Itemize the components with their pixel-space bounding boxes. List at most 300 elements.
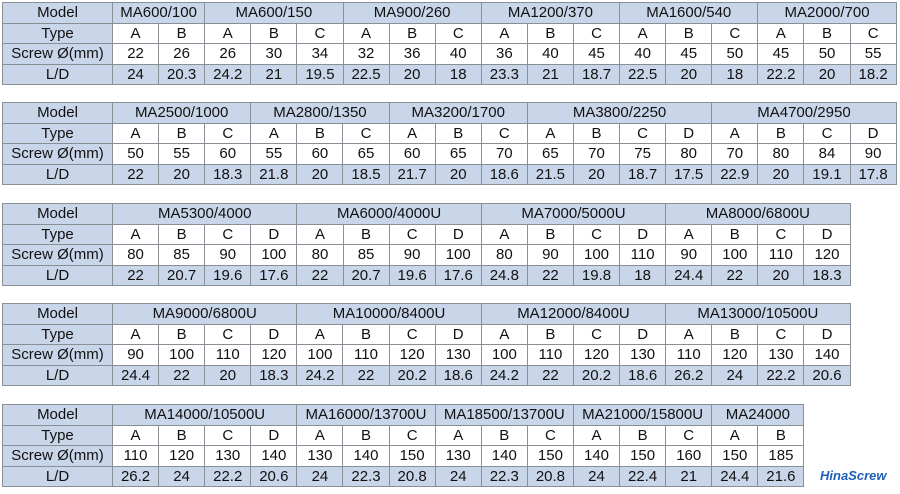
ld-row-label: L/D [3,365,113,386]
type-cell: C [758,224,804,245]
ld-cell: 18.5 [343,164,389,185]
type-cell: B [251,23,297,44]
type-cell: B [481,425,527,446]
type-cell: C [850,23,896,44]
type-cell: B [758,123,804,144]
screw-row [3,44,897,65]
type-cell: C [666,425,712,446]
type-row-label: Type [3,224,113,245]
ld-cell: 21.7 [389,164,435,185]
type-cell: A [481,23,527,44]
model-name: MA1200/370 [481,3,619,24]
screw-cell: 100 [573,245,619,266]
screw-cell: 75 [620,144,666,165]
ld-cell: 18.7 [573,64,619,85]
type-cell: C [620,123,666,144]
screw-cell: 110 [205,345,251,366]
type-cell: D [435,224,481,245]
ld-cell: 18 [620,265,666,286]
model-name: MA7000/5000U [481,204,665,225]
type-cell: B [712,324,758,345]
screw-cell: 50 [113,144,159,165]
type-row [3,23,897,44]
model-name: MA8000/6800U [666,204,850,225]
ld-row-label: L/D [3,265,113,286]
screw-cell: 140 [804,345,850,366]
type-cell: B [573,123,619,144]
type-cell: B [389,23,435,44]
screw-row-label: Screw Ø(mm) [3,245,113,266]
ld-cell: 19.5 [297,64,343,85]
ld-cell: 19.6 [205,265,251,286]
ld-cell: 20.8 [527,466,573,487]
ld-cell: 18.6 [620,365,666,386]
ld-cell: 24 [113,64,159,85]
screw-cell: 110 [527,345,573,366]
model-row [3,304,851,325]
type-cell: B [159,23,205,44]
screw-cell: 30 [251,44,297,65]
ld-cell: 22.3 [481,466,527,487]
screw-row-label: Screw Ø(mm) [3,144,113,165]
type-cell: A [113,425,159,446]
type-cell: A [251,123,297,144]
type-cell: B [159,224,205,245]
ld-cell: 20.7 [343,265,389,286]
screw-cell: 85 [159,245,205,266]
ld-cell: 20 [758,265,804,286]
ld-cell: 24.8 [481,265,527,286]
screw-cell: 110 [758,245,804,266]
screw-cell: 120 [159,446,205,467]
screw-row [3,345,851,366]
ld-cell: 18.6 [481,164,527,185]
ld-cell: 24 [573,466,619,487]
type-row-label: Type [3,23,113,44]
ld-cell: 18 [435,64,481,85]
screw-cell: 140 [573,446,619,467]
type-cell: D [620,324,666,345]
model-name: MA12000/8400U [481,304,665,325]
ld-cell: 20.2 [573,365,619,386]
ld-cell: 24 [435,466,481,487]
ld-cell: 21.5 [527,164,573,185]
ld-cell: 26.2 [666,365,712,386]
screw-cell: 50 [712,44,758,65]
screw-cell: 130 [205,446,251,467]
ld-cell: 22.2 [758,64,804,85]
ld-cell: 22 [527,265,573,286]
screw-cell: 130 [297,446,343,467]
ld-cell: 22.5 [620,64,666,85]
screw-row-label: Screw Ø(mm) [3,44,113,65]
screw-cell: 185 [758,446,804,467]
ld-cell: 20 [435,164,481,185]
spec-table-1 [2,2,897,85]
ld-cell: 21 [251,64,297,85]
ld-cell: 19.8 [573,265,619,286]
model-row [3,3,897,24]
ld-cell: 20 [804,64,850,85]
screw-cell: 100 [251,245,297,266]
type-cell: C [527,425,573,446]
model-name: MA2000/700 [758,3,896,24]
screw-row [3,446,804,467]
ld-cell: 20.2 [389,365,435,386]
ld-cell: 18 [712,64,758,85]
ld-cell: 22.2 [758,365,804,386]
screw-row-label: Screw Ø(mm) [3,345,113,366]
screw-cell: 100 [297,345,343,366]
type-cell: C [389,324,435,345]
screw-cell: 40 [435,44,481,65]
type-cell: A [113,123,159,144]
type-row-label: Type [3,425,113,446]
ld-cell: 20 [205,365,251,386]
screw-cell: 90 [666,245,712,266]
model-row [3,204,851,225]
type-cell: A [666,324,712,345]
screw-cell: 80 [666,144,712,165]
model-name: MA1600/540 [620,3,758,24]
model-name: MA2800/1350 [251,103,389,124]
model-name: MA13000/10500U [666,304,850,325]
type-cell: C [804,123,850,144]
ld-cell: 17.5 [666,164,712,185]
type-cell: B [620,425,666,446]
screw-cell: 100 [159,345,205,366]
ld-cell: 18.2 [850,64,896,85]
type-cell: D [251,224,297,245]
screw-cell: 110 [343,345,389,366]
screw-cell: 90 [850,144,896,165]
type-cell: B [758,425,804,446]
screw-cell: 80 [113,245,159,266]
screw-cell: 100 [435,245,481,266]
model-name: MA600/150 [205,3,343,24]
screw-cell: 65 [435,144,481,165]
spec-table-5 [2,404,804,487]
model-name: MA10000/8400U [297,304,481,325]
ld-cell: 22 [343,365,389,386]
ld-row [3,365,851,386]
type-cell: D [251,324,297,345]
screw-cell: 150 [620,446,666,467]
ld-cell: 22.4 [620,466,666,487]
screw-row-label: Screw Ø(mm) [3,446,113,467]
ld-cell: 22.9 [712,164,758,185]
type-cell: D [666,123,712,144]
type-cell: C [573,224,619,245]
ld-cell: 18.6 [435,365,481,386]
ld-cell: 20.6 [804,365,850,386]
screw-cell: 120 [712,345,758,366]
ld-cell: 24.2 [481,365,527,386]
ld-cell: 17.6 [435,265,481,286]
ld-cell: 17.8 [850,164,896,185]
screw-cell: 90 [527,245,573,266]
type-cell: A [573,425,619,446]
screw-cell: 70 [712,144,758,165]
screw-row [3,144,897,165]
ld-cell: 20.3 [159,64,205,85]
type-cell: B [159,324,205,345]
ld-cell: 22 [113,164,159,185]
screw-cell: 80 [758,144,804,165]
model-name: MA9000/6800U [113,304,297,325]
screw-cell: 65 [527,144,573,165]
type-cell: A [113,324,159,345]
brand-watermark: HinaScrew [820,468,887,483]
type-cell: B [435,123,481,144]
model-row-label: Model [3,204,113,225]
type-cell: B [527,224,573,245]
ld-cell: 24.2 [297,365,343,386]
type-row [3,123,897,144]
screw-cell: 140 [343,446,389,467]
screw-cell: 150 [389,446,435,467]
type-cell: A [297,224,343,245]
ld-cell: 18.3 [205,164,251,185]
type-cell: B [343,224,389,245]
type-cell: D [850,123,896,144]
ld-cell: 20 [389,64,435,85]
ld-cell: 21 [666,466,712,487]
screw-cell: 50 [804,44,850,65]
ld-cell: 24.4 [712,466,758,487]
screw-cell: 130 [435,446,481,467]
screw-cell: 26 [159,44,205,65]
ld-cell: 19.6 [389,265,435,286]
spec-table-4 [2,303,851,386]
model-name: MA900/260 [343,3,481,24]
screw-cell: 100 [481,345,527,366]
ld-cell: 24.2 [205,64,251,85]
type-cell: A [113,224,159,245]
ld-row-label: L/D [3,64,113,85]
type-cell: A [481,224,527,245]
screw-cell: 160 [666,446,712,467]
model-name: MA16000/13700U [297,405,435,426]
ld-row [3,164,897,185]
type-cell: C [205,123,251,144]
type-cell: B [343,425,389,446]
type-cell: D [435,324,481,345]
model-row-label: Model [3,304,113,325]
ld-cell: 22.5 [343,64,389,85]
screw-cell: 70 [573,144,619,165]
ld-cell: 23.3 [481,64,527,85]
spec-table-3 [2,203,851,286]
screw-cell: 120 [389,345,435,366]
model-name: MA14000/10500U [113,405,297,426]
screw-cell: 70 [481,144,527,165]
type-cell: A [113,23,159,44]
screw-cell: 55 [251,144,297,165]
type-cell: A [343,23,389,44]
type-cell: C [205,224,251,245]
ld-cell: 20.8 [389,466,435,487]
ld-cell: 20 [573,164,619,185]
model-name: MA5300/4000 [113,204,297,225]
ld-row [3,466,804,487]
screw-cell: 90 [205,245,251,266]
ld-row [3,64,897,85]
type-cell: A [389,123,435,144]
screw-cell: 130 [620,345,666,366]
screw-cell: 36 [481,44,527,65]
model-name: MA21000/15800U [573,405,711,426]
ld-cell: 26.2 [113,466,159,487]
ld-cell: 20.7 [159,265,205,286]
type-cell: C [205,425,251,446]
type-cell: B [159,123,205,144]
screw-cell: 130 [435,345,481,366]
ld-cell: 22.3 [343,466,389,487]
model-row-label: Model [3,103,113,124]
type-cell: D [251,425,297,446]
ld-cell: 22.2 [205,466,251,487]
ld-cell: 20.6 [251,466,297,487]
type-cell: A [712,123,758,144]
ld-cell: 24 [712,365,758,386]
type-cell: B [804,23,850,44]
type-cell: A [712,425,758,446]
type-cell: B [712,224,758,245]
ld-cell: 21.8 [251,164,297,185]
type-cell: C [297,23,343,44]
ld-cell: 22 [712,265,758,286]
model-name: MA24000 [712,405,804,426]
ld-cell: 20 [666,64,712,85]
screw-cell: 45 [666,44,712,65]
type-cell: A [758,23,804,44]
ld-cell: 24.4 [666,265,712,286]
screw-cell: 85 [343,245,389,266]
ld-cell: 21.6 [758,466,804,487]
ld-cell: 21 [527,64,573,85]
model-row-label: Model [3,405,113,426]
model-row-label: Model [3,3,113,24]
type-cell: C [712,23,758,44]
screw-cell: 32 [343,44,389,65]
screw-cell: 80 [481,245,527,266]
screw-cell: 100 [712,245,758,266]
ld-cell: 24.4 [113,365,159,386]
screw-cell: 150 [712,446,758,467]
type-cell: C [758,324,804,345]
screw-cell: 110 [666,345,712,366]
screw-cell: 140 [251,446,297,467]
type-cell: C [343,123,389,144]
screw-cell: 90 [113,345,159,366]
screw-cell: 22 [113,44,159,65]
ld-cell: 24 [159,466,205,487]
type-cell: C [435,23,481,44]
screw-cell: 55 [159,144,205,165]
type-cell: B [527,324,573,345]
ld-cell: 18.3 [251,365,297,386]
screw-cell: 60 [389,144,435,165]
type-row [3,425,804,446]
type-cell: B [343,324,389,345]
ld-row-label: L/D [3,466,113,487]
screw-cell: 150 [527,446,573,467]
type-cell: C [389,425,435,446]
ld-cell: 22 [113,265,159,286]
model-name: MA2500/1000 [113,103,251,124]
ld-cell: 22 [297,265,343,286]
model-name: MA4700/2950 [712,103,896,124]
type-cell: A [527,123,573,144]
screw-cell: 45 [573,44,619,65]
type-cell: D [804,224,850,245]
ld-cell: 17.6 [251,265,297,286]
screw-cell: 90 [389,245,435,266]
screw-cell: 55 [850,44,896,65]
ld-cell: 19.1 [804,164,850,185]
ld-cell: 22 [527,365,573,386]
type-cell: C [389,224,435,245]
type-cell: C [573,324,619,345]
model-name: MA3200/1700 [389,103,527,124]
type-cell: A [666,224,712,245]
type-cell: D [804,324,850,345]
type-cell: B [159,425,205,446]
spec-table-2 [2,102,897,185]
model-row [3,103,897,124]
screw-cell: 80 [297,245,343,266]
type-cell: C [481,123,527,144]
type-cell: A [620,23,666,44]
ld-cell: 18.3 [804,265,850,286]
screw-cell: 65 [343,144,389,165]
screw-cell: 26 [205,44,251,65]
type-row-label: Type [3,123,113,144]
screw-cell: 60 [297,144,343,165]
ld-row [3,265,851,286]
type-cell: A [297,324,343,345]
type-cell: C [205,324,251,345]
type-row [3,224,851,245]
model-name: MA6000/4000U [297,204,481,225]
screw-cell: 110 [620,245,666,266]
type-cell: A [481,324,527,345]
screw-cell: 34 [297,44,343,65]
screw-cell: 40 [527,44,573,65]
screw-cell: 110 [113,446,159,467]
ld-cell: 20 [297,164,343,185]
screw-cell: 40 [620,44,666,65]
screw-cell: 130 [758,345,804,366]
model-name: MA18500/13700U [435,405,573,426]
type-row [3,324,851,345]
screw-cell: 84 [804,144,850,165]
type-cell: A [205,23,251,44]
type-cell: B [297,123,343,144]
type-cell: A [297,425,343,446]
screw-cell: 45 [758,44,804,65]
screw-cell: 120 [573,345,619,366]
screw-cell: 120 [804,245,850,266]
type-row-label: Type [3,324,113,345]
ld-cell: 24 [297,466,343,487]
type-cell: B [666,23,712,44]
ld-cell: 18.7 [620,164,666,185]
ld-row-label: L/D [3,164,113,185]
screw-cell: 36 [389,44,435,65]
type-cell: C [573,23,619,44]
